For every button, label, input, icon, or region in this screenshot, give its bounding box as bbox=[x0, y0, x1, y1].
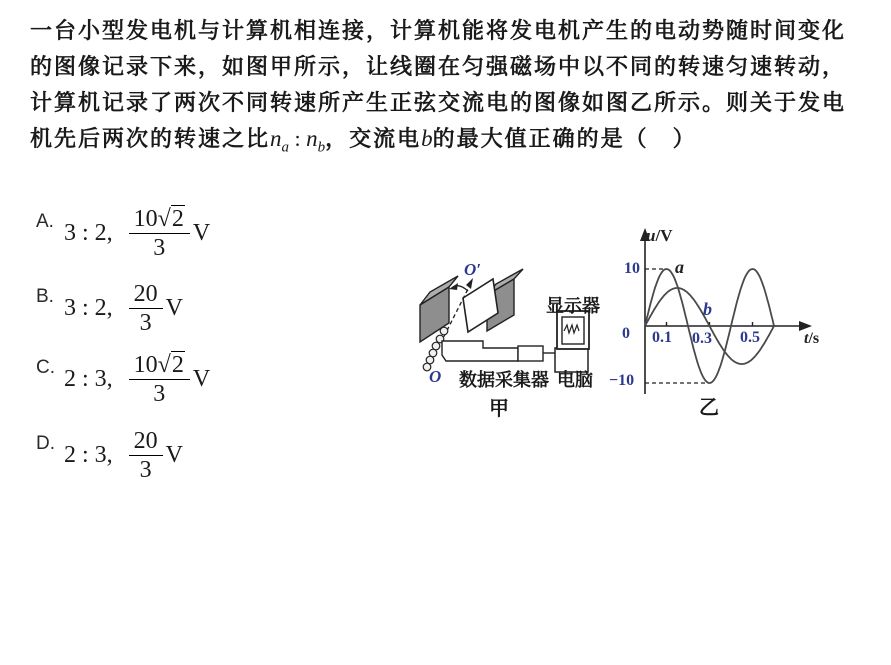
option-a bbox=[36, 206, 210, 261]
option-c bbox=[36, 352, 210, 407]
option-d-unit: V bbox=[165, 442, 184, 468]
denominator: 3 bbox=[153, 381, 166, 407]
option-b bbox=[36, 281, 183, 336]
label-o: O bbox=[429, 367, 442, 386]
option-d-ratio: 2 : 3, bbox=[64, 442, 113, 468]
label-computer: 电脑 bbox=[557, 370, 593, 390]
sub-a: a bbox=[281, 139, 290, 156]
ratio-colon: : bbox=[289, 126, 307, 151]
radicand: 2 bbox=[171, 206, 184, 232]
option-b-fraction bbox=[129, 281, 163, 336]
option-c-ratio: 2 : 3, bbox=[64, 366, 113, 392]
problem-line-1: 一台小型发电机与计算机相连接，计算机能将发电机产生的电动势随时间变化 bbox=[30, 18, 847, 43]
slip-ring bbox=[440, 327, 448, 335]
option-a-unit: V bbox=[192, 220, 211, 246]
problem-line-3: 计算机记录了两次不同转速所产生正弦交流电的图像如图乙所示。则关于发电 bbox=[30, 90, 847, 115]
denominator: 3 bbox=[139, 457, 152, 483]
numerator-coefficient: 10 bbox=[133, 206, 158, 232]
xtick-0-5: 0.5 bbox=[740, 329, 760, 346]
option-d bbox=[36, 428, 183, 483]
voltage-time-graph bbox=[610, 222, 825, 402]
option-b-label: B. bbox=[36, 286, 54, 307]
problem-line-2: 的图像记录下来，如图甲所示，让线圈在匀强磁场中以不同的转速匀速转动， bbox=[30, 54, 847, 79]
option-c-label: C. bbox=[36, 357, 55, 378]
numerator-coefficient: 10 bbox=[133, 352, 158, 378]
curve-a-label: a bbox=[675, 257, 684, 277]
caption-jia: 甲 bbox=[489, 398, 509, 420]
ytick-0: 0 bbox=[622, 325, 630, 342]
option-a-fraction bbox=[129, 206, 190, 261]
xtick-0-1: 0.1 bbox=[652, 329, 672, 346]
denominator: 3 bbox=[139, 310, 152, 336]
var-b: b bbox=[421, 126, 433, 151]
problem-line-4 bbox=[30, 124, 875, 160]
y-axis-label: u/V bbox=[646, 226, 673, 245]
option-a-ratio: 3 : 2, bbox=[64, 220, 113, 246]
line4-text3: 的最大值正确的是（ ） bbox=[432, 126, 697, 151]
data-collector-body bbox=[442, 341, 518, 361]
option-c-unit: V bbox=[192, 366, 211, 392]
sub-b: b bbox=[317, 139, 326, 156]
caption-yi: 乙 bbox=[699, 397, 719, 419]
ytick-10: 10 bbox=[624, 260, 640, 277]
x-axis-label: t/s bbox=[804, 330, 820, 347]
var-n-a: n bbox=[270, 126, 282, 151]
label-data-collector: 数据采集器 bbox=[459, 370, 549, 390]
line4-text2: ，交流电 bbox=[325, 126, 422, 151]
denominator: 3 bbox=[153, 235, 166, 261]
option-d-fraction bbox=[129, 428, 163, 483]
radicand: 2 bbox=[171, 352, 184, 378]
numerator: 20 bbox=[129, 428, 163, 456]
option-d-label: D. bbox=[36, 433, 55, 454]
sqrt-icon: √ bbox=[157, 206, 171, 232]
numerator: 20 bbox=[129, 281, 163, 309]
ytick-neg10: −10 bbox=[609, 372, 635, 389]
sqrt-icon: √ bbox=[157, 352, 171, 378]
problem-text bbox=[30, 16, 875, 160]
option-b-unit: V bbox=[165, 295, 184, 321]
curve-b-label: b bbox=[703, 299, 712, 319]
var-n-b: n bbox=[306, 126, 318, 151]
data-collector-plug bbox=[518, 346, 543, 361]
option-b-ratio: 3 : 2, bbox=[64, 295, 113, 321]
option-a-label: A. bbox=[36, 211, 54, 232]
xtick-0-3: 0.3 bbox=[692, 330, 712, 347]
label-monitor: 显示器 bbox=[546, 296, 600, 316]
apparatus-diagram bbox=[405, 255, 615, 425]
option-c-fraction bbox=[129, 352, 190, 407]
label-o-prime: O′ bbox=[464, 260, 482, 279]
line4-text: 机先后两次的转速之比 bbox=[30, 126, 271, 151]
